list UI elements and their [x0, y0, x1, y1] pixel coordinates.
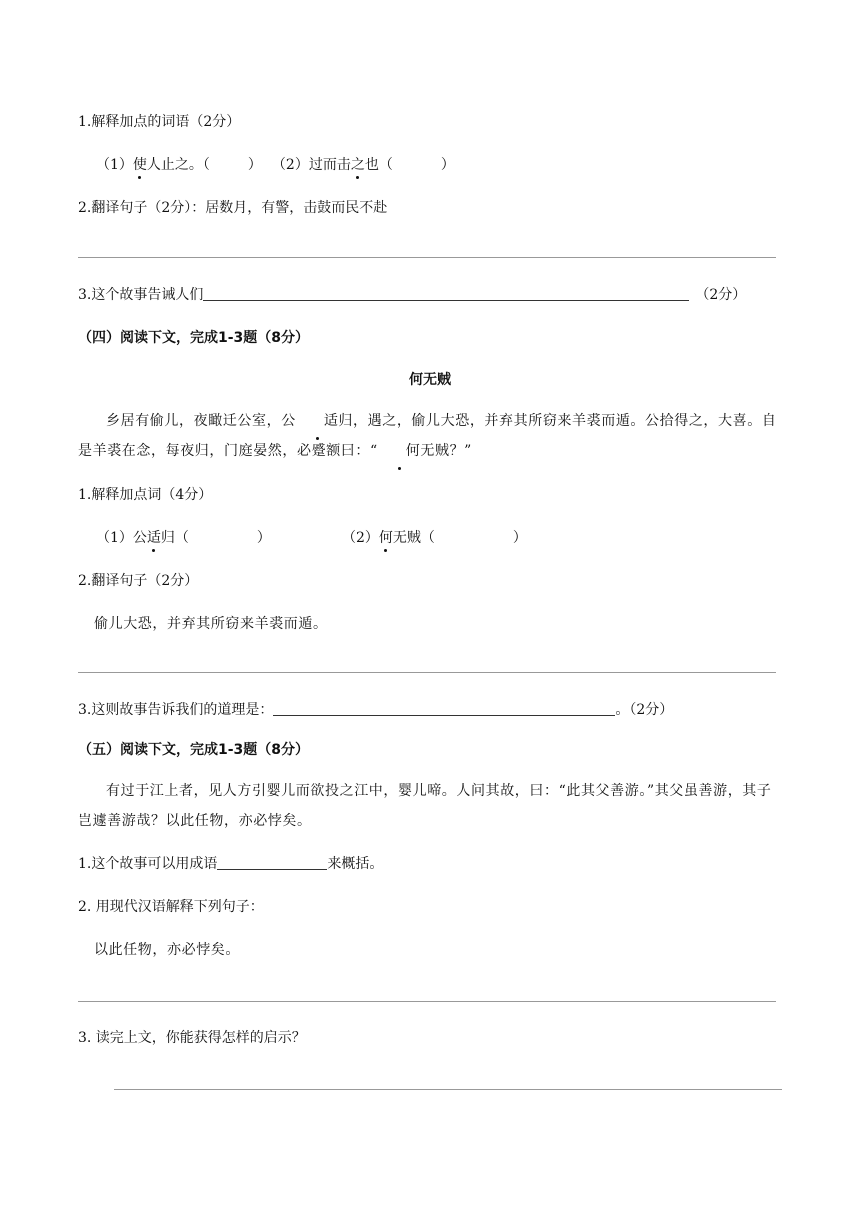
passage-title: 何无贼	[409, 372, 451, 388]
s3-question-1: 1.解释加点的词语（2分）	[78, 114, 241, 130]
s4-q2-sentence: 偷儿大恐，并弃其所窃来羊裘而遁。	[94, 616, 328, 632]
s4-q1-item2-prefix: （2）	[342, 530, 379, 546]
answer-line[interactable]	[78, 1001, 776, 1002]
s3-q1-item2-text: 也（	[364, 157, 393, 173]
answer-blank[interactable]	[203, 286, 689, 301]
section-5-passage: 有过于江上者，见人方引婴儿而欲投之江中，婴儿啼。人问其故，曰：“此其父善游。”其父虽善游，其子岂遽善游哉？以此任物，亦必悖矣。	[78, 783, 772, 829]
s4-question-3	[78, 700, 673, 720]
section-4-passage	[78, 406, 782, 466]
s5-q1-suffix: 来概括。	[327, 856, 384, 872]
s4-q1-item2	[342, 528, 527, 548]
s4-q1-item1-text: 归（	[160, 530, 189, 546]
s4-question-1: 1.解释加点词（4分）	[78, 487, 213, 503]
answer-line[interactable]	[78, 672, 776, 673]
answer-line[interactable]	[78, 257, 776, 258]
s4-q3-prefix: 3.这则故事告诉我们的道理是：	[78, 702, 274, 718]
s5-question-2: 2. 用现代汉语解释下列句子：	[78, 899, 264, 915]
s3-q1-item2-close: ）	[440, 157, 455, 173]
dotted-word: 使	[132, 157, 147, 173]
passage-text: 无贼？”	[420, 443, 472, 459]
s5-q2-sentence: 以此任物，亦必悖矣。	[94, 942, 240, 958]
passage-text: 乡居有偷儿，夜瞰迁公室，公	[106, 413, 296, 429]
answer-line[interactable]	[114, 1089, 782, 1090]
answer-blank[interactable]	[273, 701, 615, 716]
s4-q1-item1	[96, 528, 271, 548]
s3-q3-score: （2分）	[695, 287, 747, 303]
passage-text: 归，遇之，偷儿大恐，并弃其所窃来羊裘而遁。公拾得之，大喜。自是羊裘在念，每夜归，门庭晏然，必蹙额曰：“	[78, 413, 777, 459]
section-4-header: （四）阅读下文，完成1-3题（8分）	[78, 330, 310, 346]
s3-q3-prefix: 3.这个故事告诫人们	[78, 287, 204, 303]
s4-q1-item2-close: ）	[512, 530, 527, 546]
dotted-word: 何	[378, 530, 393, 546]
s5-q1-prefix: 1.这个故事可以用成语	[78, 856, 218, 872]
s3-question-3	[78, 285, 746, 305]
s4-q1-item1-close: ）	[256, 530, 271, 546]
dotted-word: 何	[378, 436, 421, 466]
dotted-word: 适	[146, 530, 161, 546]
s3-q1-item1-text: 人止之。（	[146, 157, 210, 173]
section-5-header: （五）阅读下文，完成1-3题（8分）	[78, 742, 310, 758]
s3-question-1-items	[96, 155, 455, 175]
s4-question-2: 2.翻译句子（2分）	[78, 573, 199, 589]
s3-q1-item1-close: ）	[247, 157, 262, 173]
s4-q1-item2-text: 无贼（	[392, 530, 435, 546]
s4-q3-score: 。（2分）	[615, 702, 674, 718]
dotted-word: 之	[350, 157, 365, 173]
s4-q1-item1-prefix: （1）公	[96, 530, 147, 546]
s3-q1-item2-prefix: （2）过而击	[271, 157, 351, 173]
s3-q1-item1-prefix: （1）	[96, 157, 133, 173]
s3-question-2: 2.翻译句子（2分）：居数月，有警，击鼓而民不赴	[78, 200, 388, 216]
s5-question-3: 3. 读完上文，你能获得怎样的启示？	[78, 1030, 306, 1046]
dotted-word: 适	[296, 406, 339, 436]
s5-question-1	[78, 854, 383, 874]
answer-blank[interactable]	[217, 855, 327, 870]
